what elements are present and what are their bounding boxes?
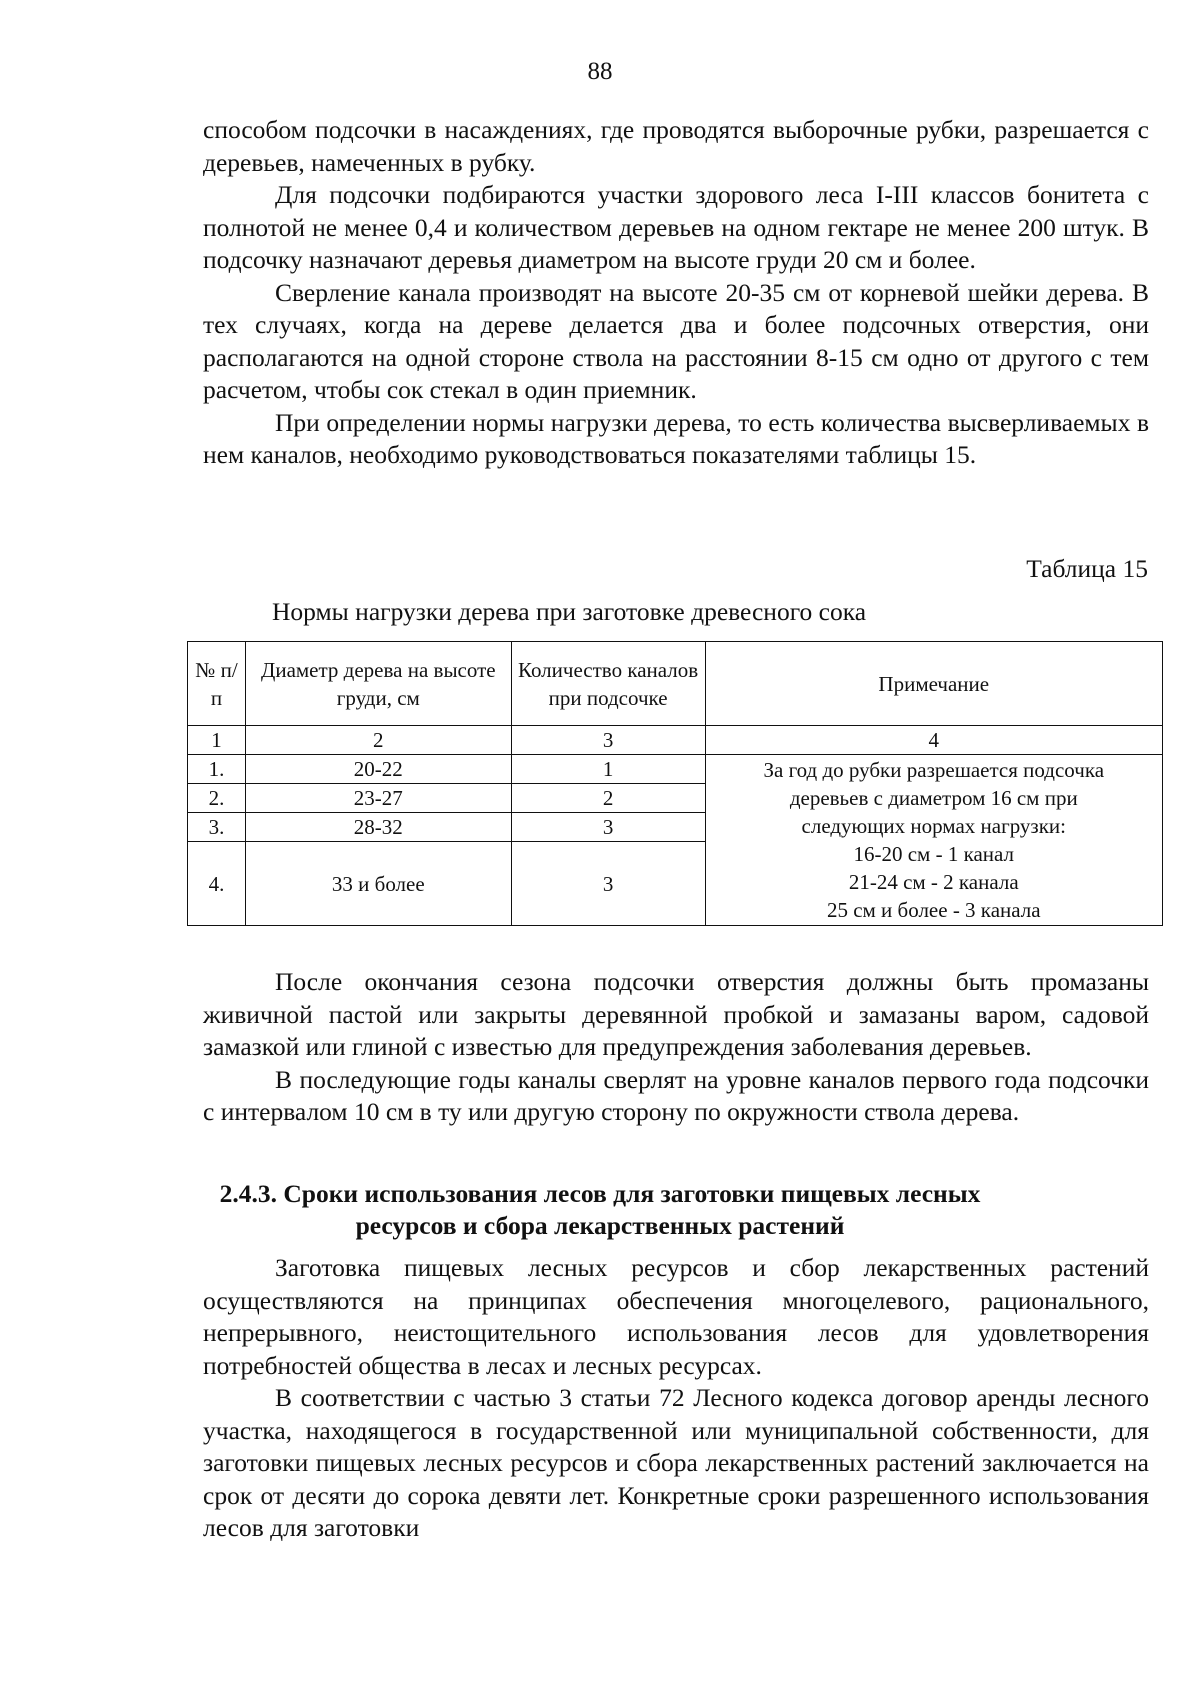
- row-channels: 2: [511, 784, 705, 813]
- section-heading: [0, 1178, 1200, 1242]
- paragraph-principles: Заготовка пищевых лесных ресурсов и сбор лекарственных растений осуществляются на принципах обеспечения многоцелевого, рационального, непрерывного, неистощительного использования лесов для удовлетворения потребностей общества в лесах и лесных ресурсах.: [203, 1253, 1149, 1380]
- table-label: Таблица 15: [1026, 554, 1148, 583]
- top-text-block: [203, 114, 1149, 472]
- note-line: 25 см и более - 3 канала: [826, 898, 1041, 922]
- note-cell: [705, 755, 1162, 926]
- row-diameter: 33 и более: [245, 842, 511, 926]
- column-number: 1: [188, 726, 246, 755]
- row-number: 4.: [188, 842, 246, 926]
- row-channels: 3: [511, 813, 705, 842]
- note-line: деревьев с диаметром 16 см при: [789, 786, 1078, 810]
- load-norms-table: [187, 641, 1163, 926]
- section-heading-line: ресурсов и сбора лекарственных растений: [355, 1211, 845, 1240]
- paragraph-drilling: Сверление канала производят на высоте 20-35 см от корневой шейки дерева. В тех случаях, когда на дереве делается два и более подсочных отверстия, они располагаются на одной стороне ствола на расстоянии 8-15 см одно от другого с тем расчетом, чтобы сок стекал в один приемник.: [203, 277, 1149, 404]
- bottom-text-block: [203, 1252, 1149, 1545]
- paragraph-season-end: После окончания сезона подсочки отверстия должны быть промазаны живичной пастой или закрыты деревянной пробкой и замазаны варом, садовой замазкой или глиной с известью для предупреждения заболевания деревьев.: [203, 967, 1149, 1061]
- note-line: следующих нормах нагрузки:: [801, 814, 1066, 838]
- column-number: 3: [511, 726, 705, 755]
- note-line: За год до рубки разрешается подсочка: [763, 758, 1105, 782]
- column-number-row: [188, 726, 1163, 755]
- row-number: 2.: [188, 784, 246, 813]
- paragraph-continuation: способом подсочки в насаждениях, где проводятся выборочные рубки, разрешается с деревьев, намеченных в рубку.: [203, 115, 1149, 177]
- paragraph-load-norm: При определении нормы нагрузки дерева, то есть количества высверливаемых в нем каналов, необходимо руководствоваться показателями таблицы 15.: [203, 407, 1149, 469]
- note-line: 21-24 см - 2 канала: [848, 870, 1019, 894]
- table-header-row: [188, 642, 1163, 726]
- header-number: № п/п: [188, 642, 246, 726]
- paragraph-site-selection: Для подсочки подбираются участки здорового леса I-III классов бонитета с полнотой не менее 0,4 и количеством деревьев на одном гектаре не менее 200 штук. В подсочку назначают деревья диаметром на высоте груди 20 см и более.: [203, 180, 1149, 274]
- table-row: [188, 755, 1163, 784]
- page-number: 88: [587, 58, 613, 85]
- column-number: 2: [245, 726, 511, 755]
- row-channels: 3: [511, 842, 705, 926]
- paragraph-lease-terms: В соответствии с частью 3 статьи 72 Лесного кодекса договор аренды лесного участка, находящегося в государственной или муниципальной собственности, для заготовки пищевых лесных ресурсов и сбора лекарственных растений заключается на срок от десяти до сорока девяти лет. Конкретные сроки разрешенного использования лесов для заготовки: [203, 1383, 1149, 1542]
- row-number: 3.: [188, 813, 246, 842]
- note-line: 16-20 см - 1 канал: [853, 842, 1015, 866]
- column-number: 4: [705, 726, 1162, 755]
- row-diameter: 20-22: [245, 755, 511, 784]
- row-diameter: 28-32: [245, 813, 511, 842]
- row-diameter: 23-27: [245, 784, 511, 813]
- row-channels: 1: [511, 755, 705, 784]
- header-note: Примечание: [705, 642, 1162, 726]
- paragraph-following-years: В последующие годы каналы сверлят на уровне каналов первого года подсочки с интервалом 10 см в ту или другую сторону по окружности ствола дерева.: [203, 1064, 1149, 1126]
- section-heading-line: 2.4.3. Сроки использования лесов для заготовки пищевых лесных: [219, 1179, 981, 1208]
- middle-text-block: [203, 966, 1149, 1129]
- row-number: 1.: [188, 755, 246, 784]
- header-diameter: Диаметр дерева на высоте груди, см: [245, 642, 511, 726]
- header-channels: Количество каналов при подсочке: [511, 642, 705, 726]
- table-title: Нормы нагрузки дерева при заготовке древесного сока: [272, 597, 867, 626]
